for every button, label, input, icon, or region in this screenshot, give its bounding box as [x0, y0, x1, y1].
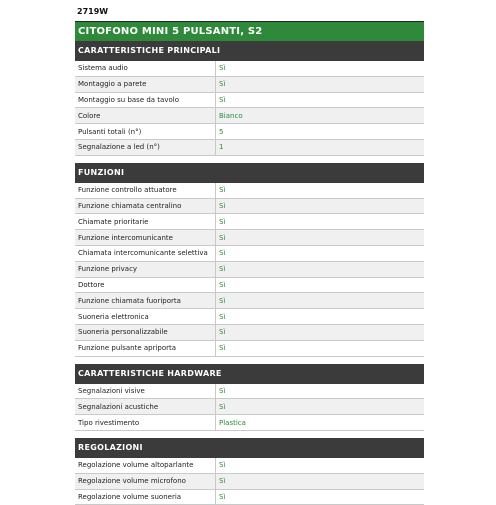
spec-table [75, 384, 424, 431]
spec-value: Sì [216, 214, 425, 230]
spec-row [75, 108, 424, 124]
spec-row [75, 458, 424, 473]
spec-label: Funzione chiamata fuoriporta [75, 293, 216, 309]
spec-label: Funzione pulsante apriporta [75, 340, 216, 356]
spec-row [75, 76, 424, 92]
spec-row [75, 309, 424, 325]
spec-table [75, 458, 424, 505]
spec-value: Sì [216, 340, 425, 356]
spec-table [75, 183, 424, 357]
spec-value: Sì [216, 61, 425, 76]
spec-label: Regolazione volume microfono [75, 473, 216, 489]
spec-row [75, 415, 424, 431]
section-spacer [75, 431, 424, 438]
spec-row [75, 124, 424, 140]
spec-row [75, 198, 424, 214]
spec-row [75, 245, 424, 261]
spec-value: Sì [216, 245, 425, 261]
spec-value: Sì [216, 293, 425, 309]
spec-value: Sì [216, 92, 425, 108]
spec-value: 1 [216, 139, 425, 155]
spec-label: Segnalazioni acustiche [75, 399, 216, 415]
spec-table [75, 61, 424, 156]
spec-label: Montaggio su base da tavolo [75, 92, 216, 108]
spec-sections [75, 41, 424, 505]
spec-label: Regolazione volume suoneria [75, 489, 216, 505]
spec-value: Plastica [216, 415, 425, 431]
spec-label: Funzione intercomunicante [75, 230, 216, 246]
spec-sheet [75, 5, 424, 505]
spec-label: Dottore [75, 277, 216, 293]
section-spacer [75, 156, 424, 163]
spec-label: Regolazione volume altoparlante [75, 458, 216, 473]
spec-label: Suoneria elettronica [75, 309, 216, 325]
spec-value: 5 [216, 124, 425, 140]
spec-value: Sì [216, 76, 425, 92]
spec-row [75, 61, 424, 76]
spec-row [75, 183, 424, 198]
product-code: 2719W [75, 5, 424, 22]
spec-row [75, 384, 424, 399]
spec-label: Chiamata intercomunicante selettiva [75, 245, 216, 261]
spec-value: Sì [216, 324, 425, 340]
spec-value: Sì [216, 261, 425, 277]
spec-value: Sì [216, 198, 425, 214]
section-heading: CARATTERISTICHE PRINCIPALI [75, 41, 424, 61]
section-heading: REGOLAZIONI [75, 438, 424, 458]
spec-label: Chiamate prioritarie [75, 214, 216, 230]
spec-value: Sì [216, 473, 425, 489]
spec-value: Sì [216, 399, 425, 415]
spec-value: Sì [216, 309, 425, 325]
spec-row [75, 261, 424, 277]
spec-row [75, 340, 424, 356]
spec-value: Bianco [216, 108, 425, 124]
spec-row [75, 489, 424, 505]
spec-row [75, 473, 424, 489]
section-heading: FUNZIONI [75, 163, 424, 183]
spec-row [75, 139, 424, 155]
spec-label: Pulsanti totali (n°) [75, 124, 216, 140]
spec-label: Funzione privacy [75, 261, 216, 277]
section-spacer [75, 357, 424, 364]
spec-value: Sì [216, 230, 425, 246]
spec-value: Sì [216, 384, 425, 399]
spec-row [75, 277, 424, 293]
spec-row [75, 324, 424, 340]
spec-value: Sì [216, 183, 425, 198]
spec-value: Sì [216, 458, 425, 473]
spec-row [75, 214, 424, 230]
spec-row [75, 230, 424, 246]
spec-label: Segnalazioni visive [75, 384, 216, 399]
spec-row [75, 399, 424, 415]
product-title: CITOFONO MINI 5 PULSANTI, S2 [75, 22, 424, 41]
spec-label: Sistema audio [75, 61, 216, 76]
spec-label: Suoneria personalizzabile [75, 324, 216, 340]
spec-label: Tipo rivestimento [75, 415, 216, 431]
spec-label: Funzione chiamata centralino [75, 198, 216, 214]
spec-value: Sì [216, 277, 425, 293]
spec-label: Funzione controllo attuatore [75, 183, 216, 198]
spec-label: Colore [75, 108, 216, 124]
spec-row [75, 92, 424, 108]
spec-label: Segnalazione a led (n°) [75, 139, 216, 155]
spec-label: Montaggio a parete [75, 76, 216, 92]
spec-value: Sì [216, 489, 425, 505]
spec-row [75, 293, 424, 309]
section-heading: CARATTERISTICHE HARDWARE [75, 364, 424, 384]
